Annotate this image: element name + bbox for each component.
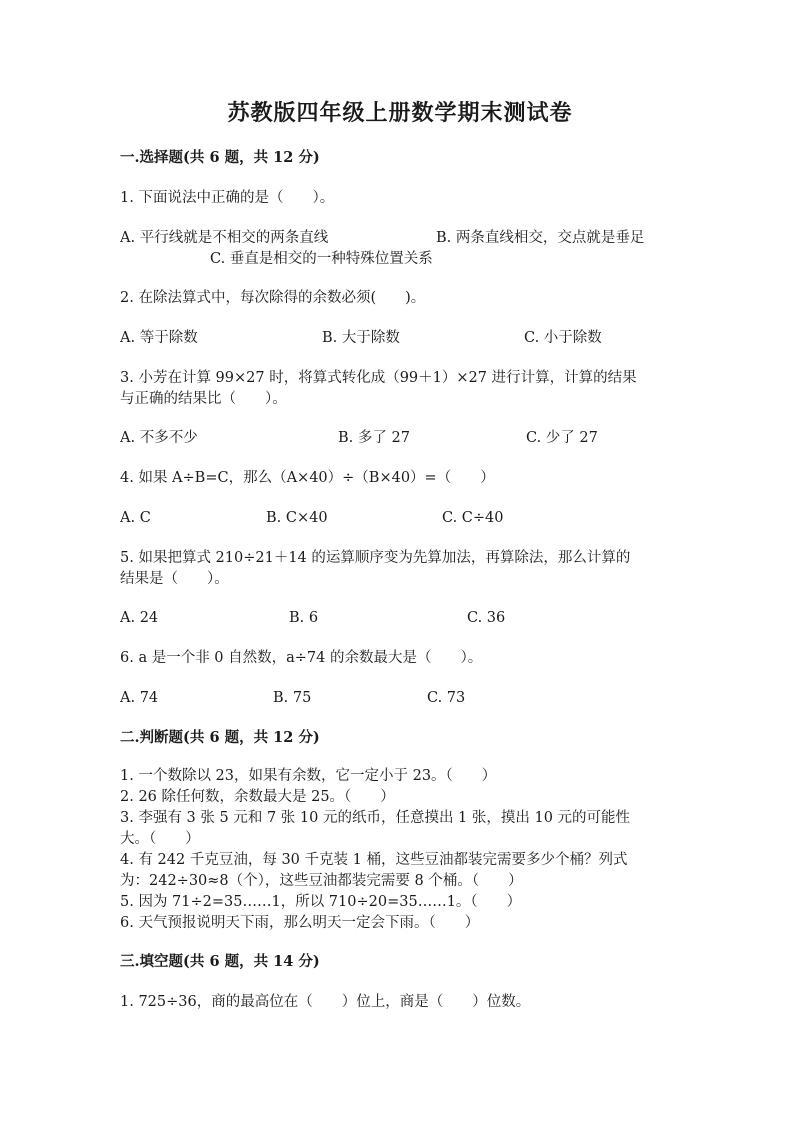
option-a: A. 平行线就是不相交的两条直线 — [120, 230, 329, 246]
question-1: 1. 下面说法中正确的是（ ）。 — [120, 190, 335, 206]
judgement-line: 为：242÷30≈8（个），这些豆油都装完需要 8 个桶。（ ） — [120, 873, 523, 889]
option-b: B. 6 — [289, 610, 319, 626]
fill-blank-question-1: 1. 725÷36，商的最高位在（ ）位上，商是（ ）位数。 — [120, 994, 531, 1010]
section-header-fill-blank: 三.填空题(共 6 题，共 14 分) — [120, 953, 320, 970]
option-c: C. 73 — [427, 690, 466, 706]
question-4: 4. 如果 A÷B=C，那么（A×40）÷（B×40）=（ ） — [120, 470, 495, 486]
judgement-line: 4. 有 242 千克豆油，每 30 千克装 1 桶，这些豆油都装完需要多少个桶？列式 — [120, 852, 628, 868]
page-title: 苏教版四年级上册数学期末测试卷 — [227, 100, 573, 126]
judgement-line: 2. 26 除任何数，余数最大是 25。（ ） — [120, 789, 395, 805]
section-header-choice: 一.选择题(共 6 题，共 12 分) — [120, 149, 320, 166]
option-a: A. 等于除数 — [120, 330, 198, 346]
judgement-line: 1. 一个数除以 23，如果有余数，它一定小于 23。（ ） — [120, 768, 497, 784]
question-6: 6. a 是一个非 0 自然数，a÷74 的余数最大是（ ）。 — [120, 650, 483, 666]
section-header-judgement: 二.判断题(共 6 题，共 12 分) — [120, 729, 320, 746]
option-c: C. 36 — [467, 610, 506, 626]
option-a: A. 24 — [120, 610, 159, 626]
option-c: C. 少了 27 — [526, 430, 598, 446]
judgement-line: 3. 李强有 3 张 5 元和 7 张 10 元的纸币，任意摸出 1 张，摸出 10 元的可能性 — [120, 810, 631, 826]
judgement-line: 大。（ ） — [120, 831, 200, 847]
option-b: B. 多了 27 — [338, 430, 410, 446]
option-a: A. 74 — [120, 690, 159, 706]
option-c: C. 垂直是相交的一种特殊位置关系 — [210, 251, 433, 267]
judgement-line: 6. 天气预报说明天下雨，那么明天一定会下雨。（ ） — [120, 915, 480, 931]
question-5-line-1: 5. 如果把算式 210÷21＋14 的运算顺序变为先算加法，再算除法，那么计算的 — [120, 550, 631, 566]
option-b: B. C×40 — [266, 510, 328, 526]
option-b: B. 大于除数 — [322, 330, 400, 346]
option-c: C. 小于除数 — [524, 330, 602, 346]
option-b: B. 两条直线相交，交点就是垂足 — [436, 230, 645, 246]
question-5-line-2: 结果是（ ）。 — [120, 571, 229, 587]
option-a: A. C — [120, 510, 151, 526]
option-b: B. 75 — [273, 690, 312, 706]
judgement-line: 5. 因为 71÷2=35……1，所以 710÷20=35……1。（ ） — [120, 894, 522, 910]
question-3-line-2: 与正确的结果比（ ）。 — [120, 391, 287, 407]
question-2: 2. 在除法算式中，每次除得的余数必须( )。 — [120, 290, 426, 306]
option-a: A. 不多不少 — [120, 430, 198, 446]
question-3-line-1: 3. 小芳在计算 99×27 时，将算式转化成（99＋1）×27 进行计算，计算的结果 — [120, 370, 637, 386]
option-c: C. C÷40 — [442, 510, 504, 526]
